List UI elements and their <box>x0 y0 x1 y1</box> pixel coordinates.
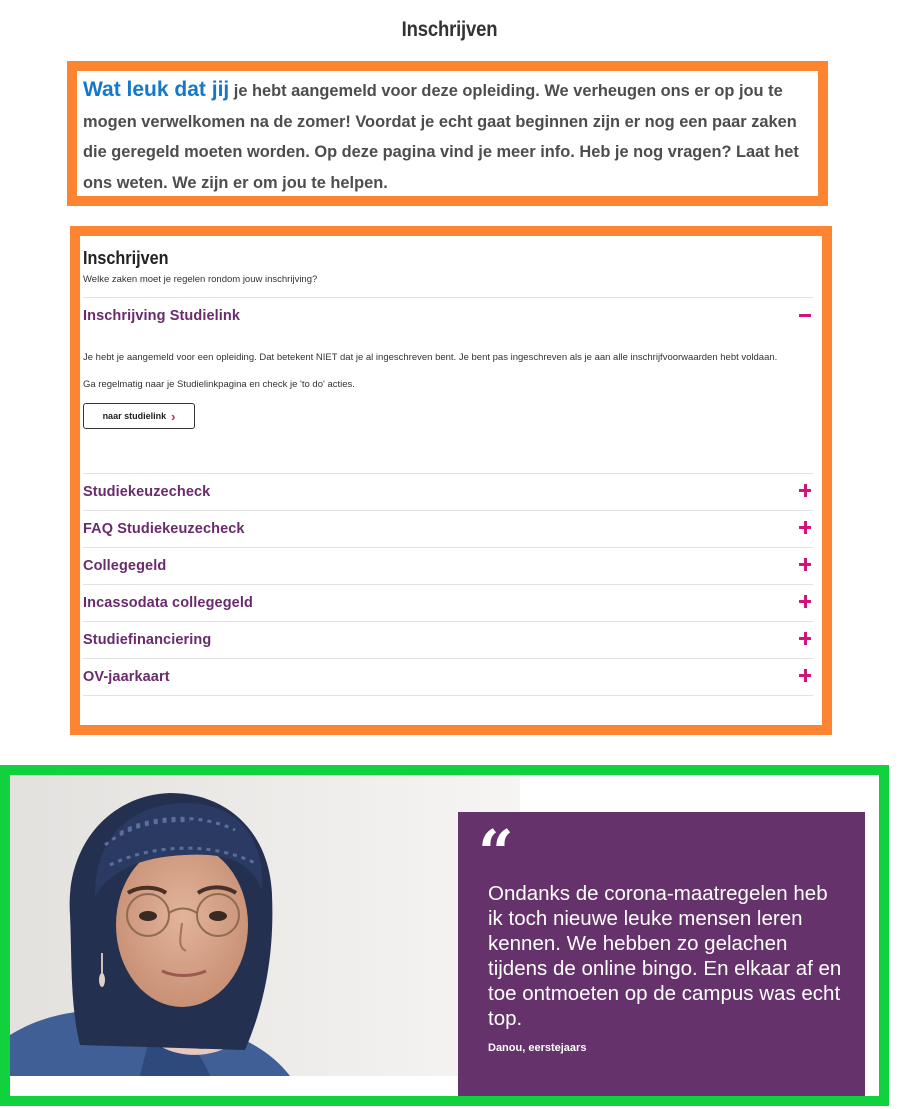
accordion-item-label: Studiefinanciering <box>83 632 212 648</box>
quote-author: Danou, eerstejaars <box>488 1042 587 1054</box>
accordion-toggle-ov-jaarkaart[interactable] <box>83 659 813 695</box>
chevron-right-icon: › <box>171 408 176 424</box>
accordion-item <box>83 658 813 696</box>
accordion-item <box>83 621 813 658</box>
accordion-item-label: Incassodata collegegeld <box>83 595 253 611</box>
accordion-item-label: Inschrijving Studielink <box>83 308 240 324</box>
accordion-toggle-studielink[interactable] <box>83 298 813 334</box>
accordion-item <box>83 584 813 621</box>
accordion-item <box>83 547 813 584</box>
registration-accordion-box <box>70 226 832 735</box>
studielink-paragraph-1: Je hebt je aangemeld voor een opleiding. Dat betekent NIET dat je al ingeschreven bent. Je bent pas ingeschreven als je aan alle inschrijfvoorwaarden hebt voldaan. <box>83 352 778 363</box>
accordion-item-label: Collegegeld <box>83 558 167 574</box>
plus-icon <box>798 667 812 685</box>
accordion-item-label: OV-jaarkaart <box>83 669 170 685</box>
naar-studielink-button[interactable] <box>83 403 195 429</box>
testimonial-section <box>0 765 889 1106</box>
naar-studielink-label: naar studielink <box>102 411 167 421</box>
plus-icon <box>798 630 812 648</box>
accordion-heading: Inschrijven <box>83 248 169 268</box>
accordion-toggle-collegegeld[interactable] <box>83 548 813 584</box>
plus-icon <box>798 482 812 500</box>
page-title: Inschrijven <box>401 18 498 41</box>
student-photo <box>10 775 520 1076</box>
intro-box <box>67 61 828 206</box>
intro-body: je hebt aangemeld voor deze opleiding. We verheugen ons er op jou te mogen verwelkomen na de zomer! Voordat je echt gaat beginnen zijn er nog een paar zaken die geregeld moeten worden. Op deze pagina vind je meer info. Heb je nog vragen? Laat het ons weten. We zijn er om jou te helpen. <box>83 82 799 192</box>
plus-icon <box>798 593 812 611</box>
accordion-list <box>83 297 813 696</box>
accordion-toggle-studiefinanciering[interactable] <box>83 622 813 658</box>
accordion-panel-studielink <box>83 334 813 473</box>
intro-text <box>83 75 813 198</box>
intro-lead: Wat leuk dat jij <box>83 78 230 101</box>
plus-icon <box>798 519 812 537</box>
accordion-item-studielink <box>83 297 813 473</box>
accordion-item <box>83 473 813 510</box>
accordion-item-label: FAQ Studiekeuzecheck <box>83 521 245 537</box>
quote-text: Ondanks de corona-maatregelen heb ik toch nieuwe leuke mensen leren kennen. We hebben zo gelachen tijdens de online bingo. En elkaar af en toe ontmoeten op de campus was echt top. <box>488 882 842 1030</box>
accordion-item <box>83 510 813 547</box>
accordion-subheading: Welke zaken moet je regelen rondom jouw inschrijving? <box>83 274 318 285</box>
studielink-paragraph-2: Ga regelmatig naar je Studielinkpagina en check je 'to do' acties. <box>83 379 355 390</box>
accordion-item-label: Studiekeuzecheck <box>83 484 211 500</box>
quote-mark-icon: “ <box>478 816 514 889</box>
accordion-toggle-faq-studiekeuzecheck[interactable] <box>83 511 813 547</box>
quote-card <box>458 812 865 1106</box>
minus-icon <box>798 306 812 324</box>
plus-icon <box>798 556 812 574</box>
accordion-toggle-incassodata[interactable] <box>83 585 813 621</box>
accordion-toggle-studiekeuzecheck[interactable] <box>83 474 813 510</box>
